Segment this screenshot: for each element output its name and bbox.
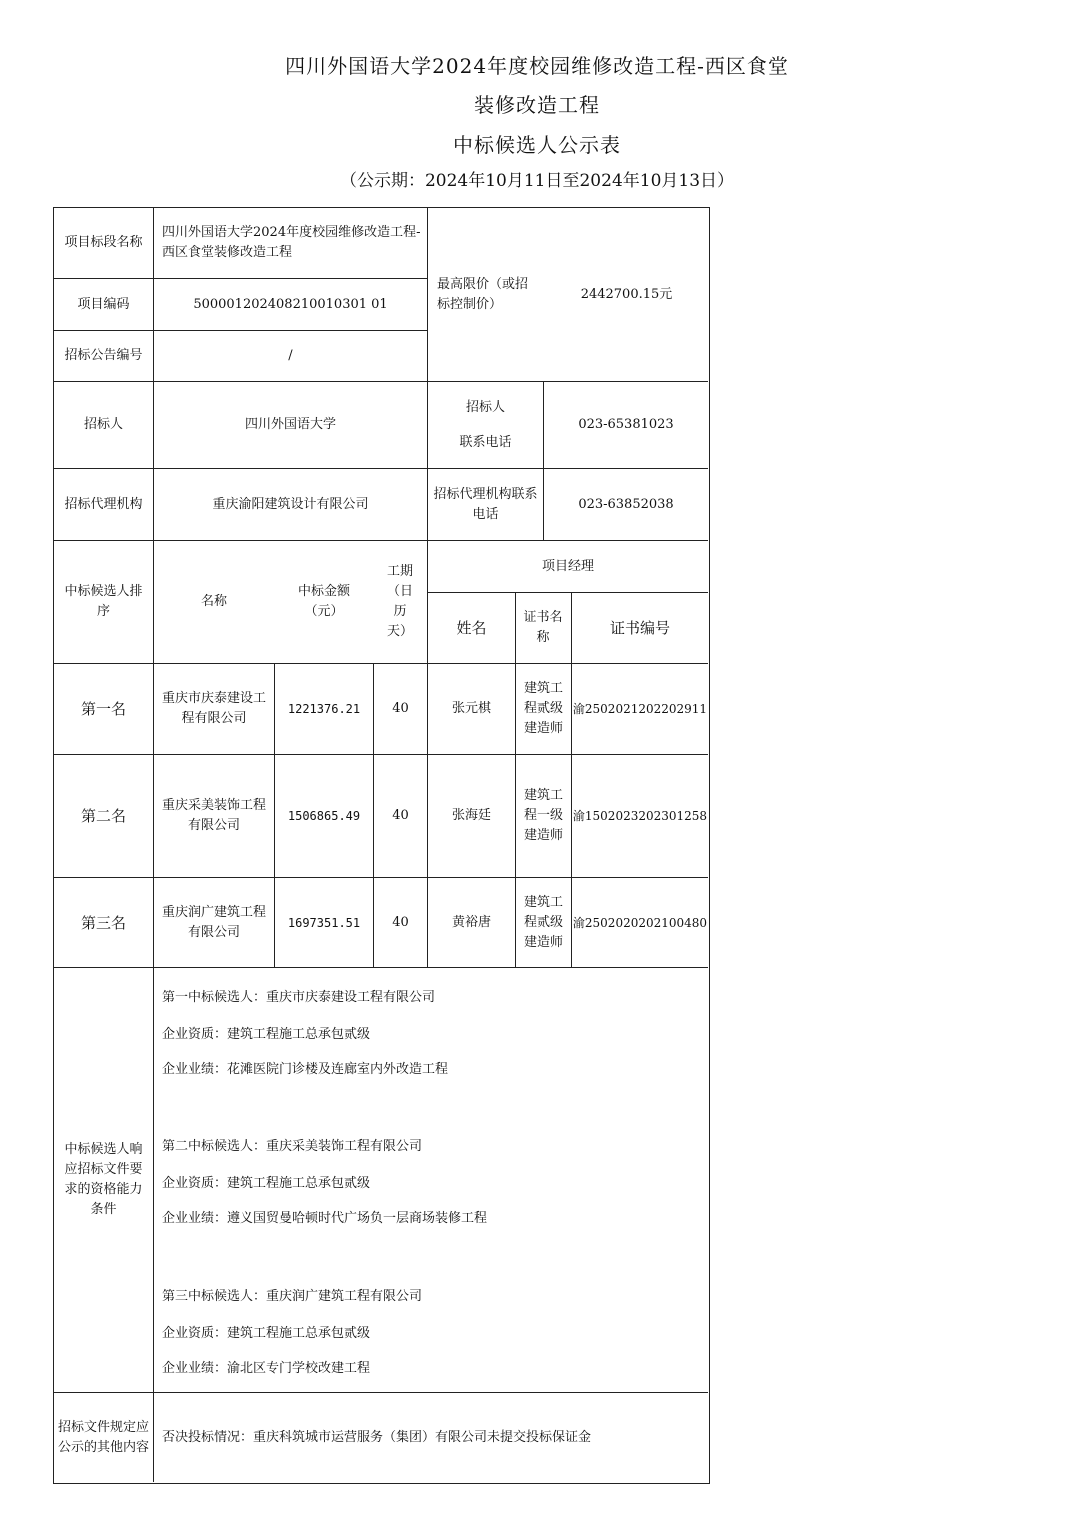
project-code-label: 项目编码 — [77, 296, 130, 312]
qualification-line: 企业业绩：遵义国贸曼哈顿时代广场负一层商场装修工程 — [162, 1211, 488, 1226]
other-content-label: 招标文件规定应公示的其他内容 — [58, 1419, 150, 1455]
candidate-cert-no: 渝1502023202301258 — [572, 809, 708, 823]
candidate-manager: 黄裕唐 — [451, 914, 491, 930]
candidate-period: 40 — [392, 914, 409, 930]
table-rule — [515, 592, 516, 968]
qualification-line: 企业资质：建筑工程施工总承包贰级 — [162, 1176, 371, 1191]
candidate-cert: 建筑工程贰级建造师 — [523, 681, 563, 736]
candidate-amount: 1697351.51 — [287, 915, 361, 930]
table-rule — [53, 967, 708, 968]
title-line-3: 中标候选人公示表 — [453, 133, 621, 157]
header-cert-name: 证书名称 — [523, 610, 563, 645]
header-name: 名称 — [200, 594, 227, 609]
candidate-manager: 张海廷 — [451, 808, 491, 823]
candidate-name: 重庆采美装饰工程有限公司 — [161, 798, 266, 833]
title-line-2: 装修改造工程 — [474, 93, 600, 117]
candidate-cert-no: 渝2502020202100480 — [572, 915, 708, 930]
notice-number-value: / — [288, 348, 293, 363]
qualification-line: 企业业绩：渝北区专门学校改建工程 — [162, 1361, 371, 1376]
candidate-name: 重庆润广建筑工程有限公司 — [161, 904, 266, 940]
candidate-manager: 张元棋 — [451, 701, 491, 716]
agency-value: 重庆渝阳建筑设计有限公司 — [212, 496, 369, 512]
max-price-value: 2442700.15元 — [580, 286, 673, 302]
qualification-line: 企业资质：建筑工程施工总承包贰级 — [162, 1027, 371, 1042]
agency-phone-value: 023-63852038 — [578, 496, 674, 512]
candidate-period: 40 — [392, 701, 409, 716]
header-manager: 项目经理 — [541, 558, 594, 574]
candidate-rank: 第一名 — [80, 700, 126, 718]
qualification-line: 企业业绩：花滩医院门诊楼及连廊室内外改造工程 — [162, 1062, 449, 1077]
header-manager-name: 姓名 — [456, 619, 487, 637]
project-name-label: 项目标段名称 — [64, 235, 143, 250]
publicity-period: （公示期：2024年10月11日至2024年10月13日） — [339, 171, 735, 191]
title-line-1: 四川外国语大学2024年度校园维修改造工程-西区食堂 — [285, 54, 789, 78]
candidate-amount: 1221376.21 — [287, 702, 361, 716]
agency-label: 招标代理机构 — [64, 496, 143, 512]
candidate-cert-no: 渝2502021202202911 — [572, 702, 708, 716]
tenderer-phone-label-2: 联系电话 — [459, 435, 512, 450]
header-cert-no: 证书编号 — [609, 619, 670, 637]
header-amount: 中标金额（元） — [297, 584, 350, 619]
candidate-period: 40 — [392, 808, 409, 823]
candidate-cert: 建筑工程贰级建造师 — [523, 894, 563, 950]
max-price-label: 最高限价（或招标控制价） — [437, 276, 529, 312]
agency-phone-label: 招标代理机构联系电话 — [433, 486, 538, 522]
qualification-line: 第二中标候选人：重庆采美装饰工程有限公司 — [162, 1139, 423, 1154]
qualification-line: 企业资质：建筑工程施工总承包贰级 — [162, 1326, 371, 1341]
candidate-amount: 1506865.49 — [287, 809, 361, 823]
other-content-value: 否决投标情况：重庆科筑城市运营服务（集团）有限公司未提交投标保证金 — [162, 1429, 592, 1445]
project-code-value: 500001202408210010301 01 — [193, 296, 388, 312]
qualification-line: 第三中标候选人：重庆润广建筑工程有限公司 — [162, 1289, 423, 1304]
notice-number-label: 招标公告编号 — [64, 348, 143, 363]
candidate-rank: 第三名 — [80, 913, 126, 932]
header-period: 工期（日历天） — [386, 564, 413, 639]
qualification-label: 中标候选人响应招标文件要求的资格能力条件 — [64, 1142, 143, 1217]
header-rank: 中标候选人排序 — [64, 584, 143, 619]
candidate-rank: 第二名 — [80, 807, 126, 825]
candidate-cert: 建筑工程一级建造师 — [523, 788, 563, 843]
tenderer-value: 四川外国语大学 — [244, 417, 336, 432]
qualification-line: 第一中标候选人：重庆市庆泰建设工程有限公司 — [162, 990, 436, 1005]
tenderer-phone-value: 023-65381023 — [578, 417, 674, 432]
tenderer-label: 招标人 — [83, 417, 123, 432]
tenderer-phone-label-1: 招标人 — [465, 400, 505, 415]
candidate-name: 重庆市庆泰建设工程有限公司 — [161, 691, 266, 726]
project-name-value: 四川外国语大学2024年度校园维修改造工程-西区食堂装修改造工程 — [162, 225, 421, 260]
